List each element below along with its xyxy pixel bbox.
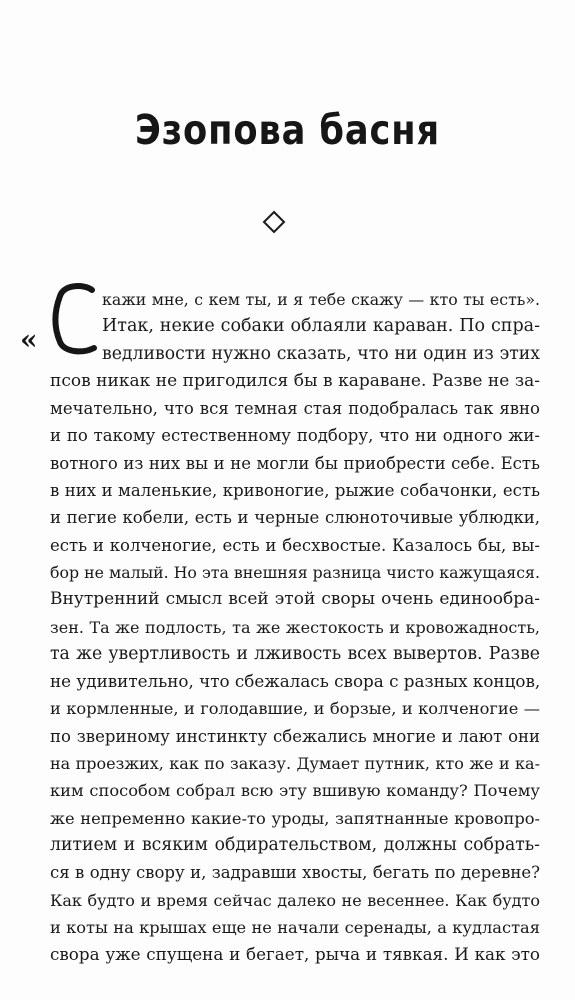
text-line: ким способом собрал всю эту вшивую команду? Почему xyxy=(50,781,540,801)
text-line: по звериному инстинкту сбежались многие и лают они xyxy=(50,726,540,746)
text-line-3: ведливости нужно сказать, что ни один из этих xyxy=(102,343,540,364)
text-line: и по такому естественному подбору, что ни одного жи- xyxy=(50,426,540,446)
chapter-title: Эзопова басня xyxy=(134,106,441,154)
text-line: и кормленные, и голодавшие, и борзые, и колченогие — xyxy=(50,699,540,719)
text-line: же непременно какие-то уроды, запятнанные кровопро- xyxy=(50,808,540,828)
text-line: псов никак не пригодился бы в караване. Разве не за- xyxy=(50,370,540,391)
text-line: мечательно, что вся темная стая подобралась так явно xyxy=(50,399,540,419)
text-line: есть и колченогие, есть и бесхвостые. Казалось бы, вы- xyxy=(50,535,540,555)
chapter-body xyxy=(20,286,540,968)
opening-quote: « xyxy=(20,323,38,356)
diamond-outline-icon xyxy=(262,210,286,234)
text-line: ся в одну свору и, задравши хвосты, бегать по деревне? xyxy=(50,863,540,883)
text-line-1: кажи мне, с кем ты, и я тебе скажу — кто ты есть». xyxy=(102,290,540,309)
text-line: бор не малый. Но эта внешняя разница чисто кажущаяся. xyxy=(50,562,540,582)
text-line: в них и маленькие, кривоногие, рыжие собачонки, есть xyxy=(50,481,540,501)
text-line: и коты на крышах еще не начали серенады, а кудластая xyxy=(50,917,540,937)
text-line: вотного из них вы и не могли бы приобрести себе. Есть xyxy=(50,453,540,473)
drop-cap-letter-es xyxy=(50,282,102,356)
text-line: и пегие кобели, есть и черные слюноточивые ублюдки, xyxy=(50,508,540,528)
text-line: зен. Та же подлость, та же жестокость и кровожадность, xyxy=(50,617,540,637)
text-line: на проезжих, как по заказу. Думает путник, кто же и ка- xyxy=(50,754,540,774)
text-line: не удивительно, что сбежалась свора с разных концов, xyxy=(50,671,540,692)
text-line: Как будто и время сейчас далеко не весеннее. Как будто xyxy=(50,890,540,910)
text-line: Внутренний смысл всей этой своры очень единообра- xyxy=(50,589,540,610)
text-line: свора уже спущена и бегает, рыча и тявкая. И как это xyxy=(50,944,540,965)
text-line: та же увертливость и лживость всех вывертов. Разве xyxy=(50,643,540,664)
text-line: литием и всяким обдирательством, должны собрать- xyxy=(50,834,540,855)
text-line-2: Итак, некие собаки облаяли караван. По спра- xyxy=(102,316,540,337)
